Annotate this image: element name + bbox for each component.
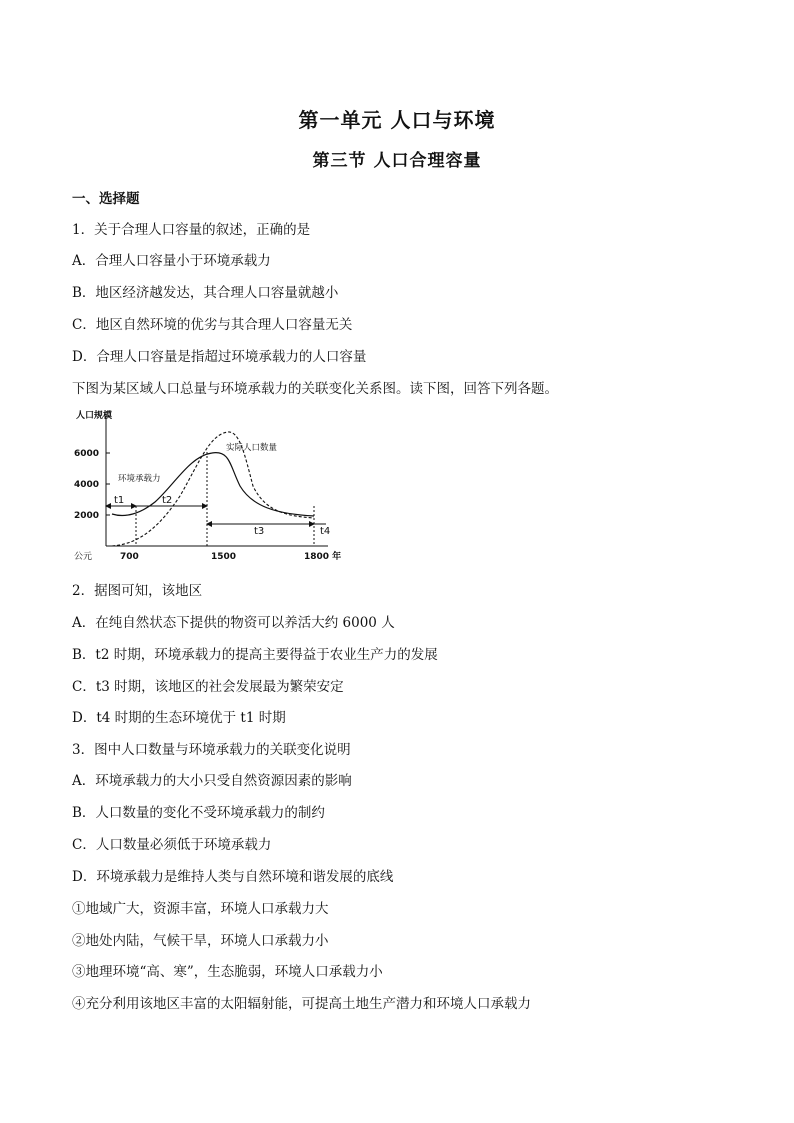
- question-3-stem: 3．图中人口数量与环境承载力的关联变化说明: [72, 742, 351, 758]
- capacity-label: 环境承载力: [118, 474, 161, 484]
- question-3-option-d: D．环境承载力是维持人类与自然环境和谐发展的底线: [72, 869, 394, 885]
- question-2-stem: 2．据图可知，该地区: [72, 583, 203, 599]
- question-2-option-c: C．t3 时期，该地区的社会发展最为繁荣安定: [72, 679, 344, 695]
- section-title: 第三节 人口合理容量: [312, 151, 482, 171]
- population-capacity-figure: [70, 406, 350, 566]
- question-2-option-d: D．t4 时期的生态环境优于 t1 时期: [72, 710, 286, 726]
- question-3-option-c: C．人口数量必须低于环境承载力: [72, 837, 272, 853]
- question-1-option-d: D．合理人口容量是指超过环境承载力的人口容量: [72, 349, 367, 365]
- statement-1: ①地域广大，资源丰富，环境人口承载力大: [72, 901, 329, 917]
- question-3-option-b: B．人口数量的变化不受环境承载力的制约: [72, 805, 325, 821]
- x-tick-700: 700: [120, 552, 139, 562]
- question-1-option-a: A．合理人口容量小于环境承载力: [72, 253, 271, 269]
- actual-population-label: 实际人口数量: [226, 443, 278, 453]
- actual-population-curve: [112, 432, 314, 546]
- t1-label: t1: [114, 495, 125, 506]
- question-2-option-a: A．在纯自然状态下提供的物资可以养活大约 6000 人: [72, 615, 395, 631]
- question-1-option-c: C．地区自然环境的优劣与其合理人口容量无关: [72, 317, 353, 333]
- statement-3: ③地理环境“高、寒”，生态脆弱，环境人口承载力小: [72, 964, 383, 980]
- statement-2: ②地处内陆，气候干旱，环境人口承载力小: [72, 933, 329, 949]
- t2-label: t2: [162, 495, 173, 506]
- question-1-stem: 1．关于合理人口容量的叙述，正确的是: [72, 222, 311, 238]
- figure-intro: 下图为某区域人口总量与环境承载力的关联变化关系图。读下图，回答下列各题。: [72, 381, 558, 397]
- t4-label: t4: [320, 526, 331, 537]
- x-tick-1500: 1500: [211, 552, 237, 562]
- statement-4: ④充分利用该地区丰富的太阳辐射能，可提高土地生产潜力和环境人口承载力: [72, 996, 531, 1012]
- y-tick-4000: 4000: [74, 480, 100, 490]
- question-1-option-b: B．地区经济越发达，其合理人口容量就越小: [72, 285, 339, 301]
- y-tick-6000: 6000: [74, 449, 100, 459]
- x-tick-1800: 1800 年: [304, 552, 342, 562]
- part-heading: 一、选择题: [72, 191, 140, 207]
- unit-title: 第一单元 人口与环境: [298, 108, 496, 132]
- question-2-option-b: B．t2 时期，环境承载力的提高主要得益于农业生产力的发展: [72, 647, 438, 663]
- question-3-option-a: A．环境承载力的大小只受自然资源因素的影响: [72, 773, 352, 789]
- x-origin-label: 公元: [74, 552, 93, 562]
- t3-label: t3: [254, 526, 265, 537]
- y-axis-title: 人口规模: [76, 411, 113, 421]
- y-tick-2000: 2000: [74, 511, 100, 521]
